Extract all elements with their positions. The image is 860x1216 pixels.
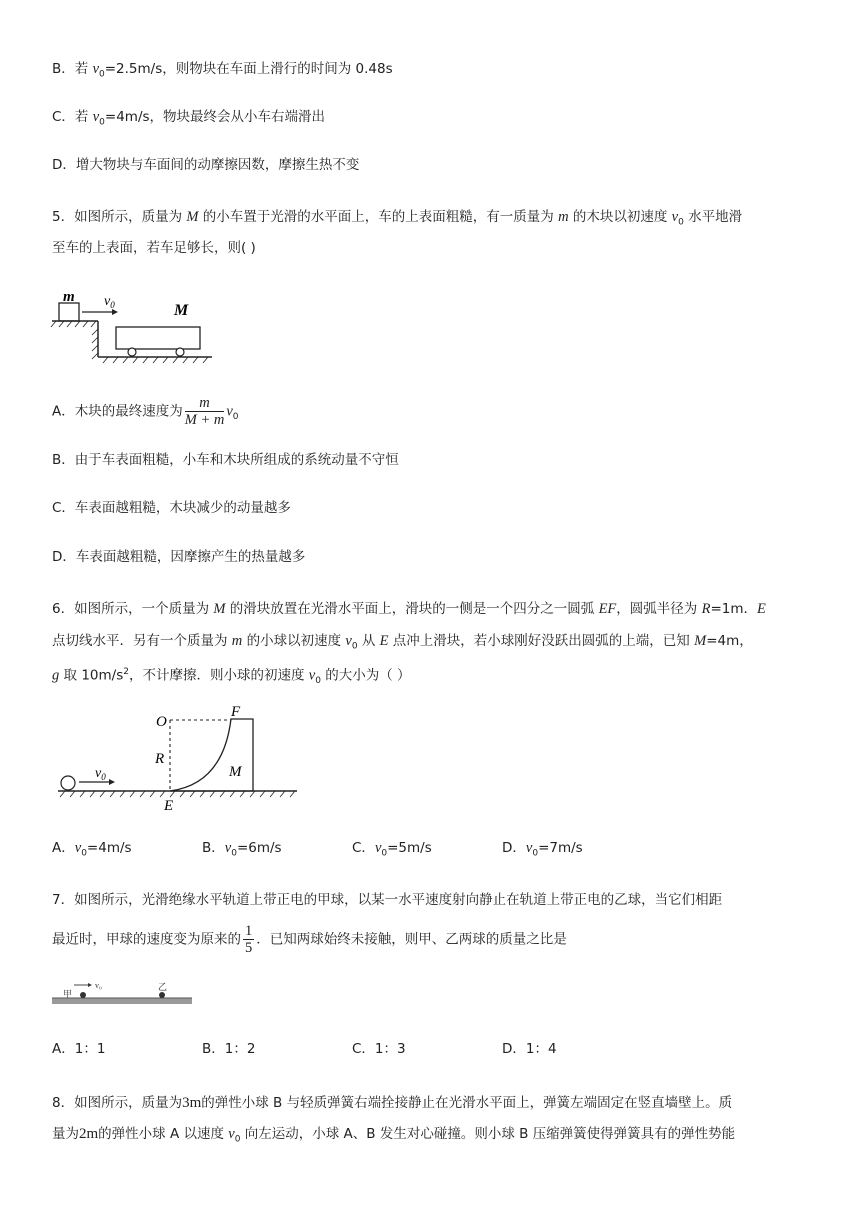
q6-option-b: B．$v_0=6m/s$ — [202, 840, 282, 859]
q8-stem-line1: 8．如图所示，质量为3m的弹性小球 B 与轻质弹簧右端拴接静止在光滑水平面上，弹簧左端固定在竖直墙壁上。质 — [52, 1095, 733, 1111]
q7-option-a: A．1：1 — [52, 1041, 106, 1057]
q5-fig-v-label: $v_0$ — [104, 294, 115, 310]
q5-figure — [50, 292, 220, 364]
q5-option-a-fraction: $\frac{m}{M + m}$ — [184, 395, 225, 428]
q6-fig-F-label: F — [231, 706, 241, 720]
q6-fig-v-label: $v_0$ — [95, 766, 106, 782]
q7-fraction: $\frac{1}{5}$ — [245, 923, 253, 956]
q6-option-c: C．$v_0=5m/s$ — [352, 840, 432, 859]
q7-stem-line2: 最近时，甲球的速度变为原来的 $\frac{1}{5}$ ．已知两球始终未接触，则甲、乙两球的质量之比是 — [52, 923, 567, 956]
q4-option-d: D．增大物块与车面间的动摩擦因数，摩擦生热不变 — [52, 157, 360, 173]
q7-fig-jia-label: 甲 — [63, 989, 73, 999]
q5-stem-line2: 至车的上表面，若车足够长，则( ) — [52, 240, 256, 256]
q6-fig-O-label: O — [156, 714, 167, 730]
q7-option-d: D．1：4 — [502, 1041, 557, 1057]
q5-stem-line1: 5．如图所示，质量为 M 的小车置于光滑的水平面上，车的上表面粗糙，有一质量为 m 的木块以初速度 $v_0$ 水平地滑 — [52, 209, 743, 228]
q4-option-c: C．若 $v_0=4m/s$，物块最终会从小车右端滑出 — [52, 109, 326, 128]
q6-option-a: A．$v_0=4m/s$ — [52, 840, 132, 859]
q7-fig-yi-label: 乙 — [158, 982, 168, 992]
q6-fig-M-label: M — [229, 764, 242, 780]
q7-option-c: C．1：3 — [352, 1041, 406, 1057]
q6-stem-line3: g 取 $10m/s^2$，不计摩擦．则小球的初速度 $v_0$ 的大小为（ ） — [52, 667, 411, 687]
q5-option-d: D．车表面越粗糙，因摩擦产生的热量越多 — [52, 549, 306, 565]
q6-stem-line2: 点切线水平．另有一个质量为 m 的小球以初速度 $v_0$ 从 E 点冲上滑块，若小球刚好没跃出圆弧的上端，已知 M=4m， — [52, 633, 753, 652]
q6-option-d: D．$v_0=7m/s$ — [502, 840, 583, 859]
q6-stem-line1: 6．如图所示，一个质量为 M 的滑块放置在光滑水平面上，滑块的一侧是一个四分之一圆弧 EF，圆弧半径为 R=1m．E — [52, 601, 766, 617]
q6-fig-R-label: R — [155, 751, 165, 767]
q7-stem-line1: 7．如图所示，光滑绝缘水平轨道上带正电的甲球，以某一水平速度射向静止在轨道上带正电的乙球，当它们相距 — [52, 892, 723, 908]
q4-option-b: B．若 $v_0=2.5m/s$，则物块在车面上滑行的时间为 0.48s — [52, 61, 393, 80]
q5-option-a: A．木块的最终速度为 $\frac{m}{M + m}$ $v_0$ — [52, 395, 239, 428]
q7-figure — [52, 978, 194, 1008]
q5-option-b: B．由于车表面粗糙，小车和木块所组成的系统动量不守恒 — [52, 452, 399, 468]
q5-fig-M-label: M — [174, 302, 189, 319]
q6-fig-E-label: E — [164, 798, 174, 814]
q6-figure — [55, 706, 305, 818]
q7-fig-v-label: v₀ — [95, 981, 102, 990]
q7-option-b: B．1：2 — [202, 1041, 256, 1057]
q5-option-c: C．车表面越粗糙，木块减少的动量越多 — [52, 500, 291, 516]
q5-fig-m-label: m — [63, 292, 75, 305]
q8-stem-line2: 量为2m的弹性小球 A 以速度 $v_0$ 向左运动，小球 A、B 发生对心碰撞。则小球 B 压缩弹簧使得弹簧具有的弹性势能 — [52, 1126, 736, 1145]
